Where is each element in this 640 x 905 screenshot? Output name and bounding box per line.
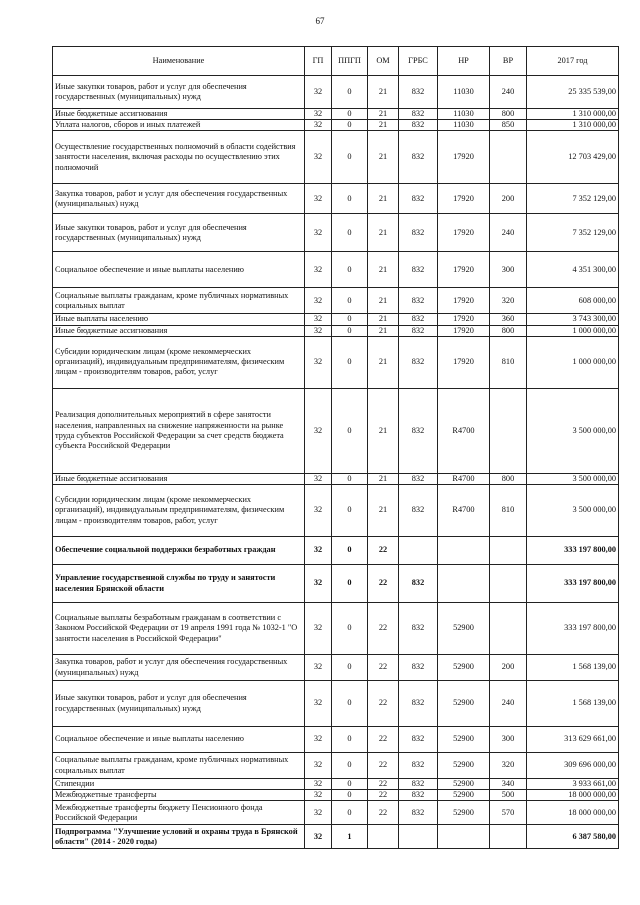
cell-gp: 32 (305, 120, 332, 131)
cell-name: Межбюджетные трансферты бюджету Пенсионного фонда Российской Федерации (53, 801, 305, 825)
table-header-row (53, 47, 619, 76)
cell-grbs (399, 537, 438, 565)
cell-om: 22 (368, 603, 399, 655)
cell-grbs: 832 (399, 214, 438, 252)
cell-amount: 12 703 429,00 (527, 131, 619, 184)
cell-grbs (399, 825, 438, 849)
cell-gp: 32 (305, 727, 332, 753)
cell-ppgp: 0 (332, 109, 368, 120)
cell-amount: 3 500 000,00 (527, 485, 619, 537)
cell-vr: 240 (490, 681, 527, 727)
cell-grbs: 832 (399, 131, 438, 184)
cell-ppgp: 1 (332, 825, 368, 849)
cell-vr: 240 (490, 214, 527, 252)
cell-vr (490, 603, 527, 655)
cell-gp: 32 (305, 681, 332, 727)
cell-grbs: 832 (399, 120, 438, 131)
cell-vr: 240 (490, 76, 527, 109)
cell-amount: 6 387 580,00 (527, 825, 619, 849)
cell-gp: 32 (305, 753, 332, 779)
cell-om: 22 (368, 779, 399, 790)
cell-ppgp: 0 (332, 753, 368, 779)
cell-grbs: 832 (399, 603, 438, 655)
cell-amount: 3 500 000,00 (527, 388, 619, 473)
cell-om: 22 (368, 655, 399, 681)
cell-vr: 800 (490, 109, 527, 120)
table-row (53, 314, 619, 325)
cell-amount: 1 568 139,00 (527, 655, 619, 681)
cell-gp: 32 (305, 825, 332, 849)
cell-nr: 52900 (438, 727, 490, 753)
cell-gp: 32 (305, 537, 332, 565)
cell-name: Уплата налогов, сборов и иных платежей (53, 120, 305, 131)
cell-nr: 52900 (438, 790, 490, 801)
cell-name: Закупка товаров, работ и услуг для обеспечения государственных (муниципальных) нужд (53, 184, 305, 214)
cell-nr: R4700 (438, 485, 490, 537)
cell-vr (490, 388, 527, 473)
column-header-om: ОМ (368, 47, 399, 76)
page-number: 67 (315, 16, 325, 26)
cell-gp: 32 (305, 565, 332, 603)
cell-vr: 200 (490, 184, 527, 214)
cell-name: Социальные выплаты гражданам, кроме публичных нормативных социальных выплат (53, 753, 305, 779)
cell-vr: 810 (490, 336, 527, 388)
cell-name: Стипендии (53, 779, 305, 790)
cell-nr: 17920 (438, 288, 490, 314)
table-row (53, 109, 619, 120)
table-row (53, 336, 619, 388)
cell-vr (490, 565, 527, 603)
cell-gp: 32 (305, 473, 332, 484)
cell-nr: 52900 (438, 779, 490, 790)
cell-nr: 17920 (438, 252, 490, 288)
cell-name: Социальное обеспечение и иные выплаты населению (53, 252, 305, 288)
cell-name: Подпрограмма "Улучшение условий и охраны труда в Брянской области" (2014 - 2020 годы) (53, 825, 305, 849)
cell-ppgp: 0 (332, 727, 368, 753)
column-header-nr: НР (438, 47, 490, 76)
cell-grbs: 832 (399, 753, 438, 779)
cell-ppgp: 0 (332, 336, 368, 388)
cell-name: Закупка товаров, работ и услуг для обеспечения государственных (муниципальных) нужд (53, 655, 305, 681)
cell-om: 21 (368, 325, 399, 336)
table-row (53, 485, 619, 537)
column-header-year-2017: 2017 год (527, 47, 619, 76)
cell-name: Иные закупки товаров, работ и услуг для обеспечения государственных (муниципальных) нужд (53, 214, 305, 252)
cell-nr: 17920 (438, 325, 490, 336)
cell-name: Межбюджетные трансферты (53, 790, 305, 801)
cell-nr: 52900 (438, 801, 490, 825)
cell-vr: 360 (490, 314, 527, 325)
cell-grbs: 832 (399, 252, 438, 288)
cell-nr: 17920 (438, 184, 490, 214)
cell-ppgp: 0 (332, 214, 368, 252)
cell-amount: 25 335 539,00 (527, 76, 619, 109)
cell-ppgp: 0 (332, 565, 368, 603)
cell-gp: 32 (305, 184, 332, 214)
cell-amount: 4 351 300,00 (527, 252, 619, 288)
cell-om: 21 (368, 288, 399, 314)
table-row (53, 473, 619, 484)
cell-gp: 32 (305, 336, 332, 388)
cell-grbs: 832 (399, 779, 438, 790)
cell-amount: 608 000,00 (527, 288, 619, 314)
cell-ppgp: 0 (332, 314, 368, 325)
cell-grbs: 832 (399, 109, 438, 120)
table-row (53, 655, 619, 681)
cell-grbs: 832 (399, 473, 438, 484)
cell-nr: 11030 (438, 120, 490, 131)
cell-amount: 18 000 000,00 (527, 790, 619, 801)
cell-name: Осуществление государственных полномочий в области содействия занятости населения, включая расходы по осуществлению этих полномочий (53, 131, 305, 184)
cell-grbs: 832 (399, 790, 438, 801)
cell-gp: 32 (305, 314, 332, 325)
cell-gp: 32 (305, 214, 332, 252)
cell-om: 21 (368, 120, 399, 131)
cell-ppgp: 0 (332, 790, 368, 801)
table-row (53, 790, 619, 801)
table-row (53, 120, 619, 131)
cell-ppgp: 0 (332, 120, 368, 131)
table-row (53, 214, 619, 252)
cell-om: 22 (368, 801, 399, 825)
cell-grbs: 832 (399, 76, 438, 109)
cell-grbs: 832 (399, 485, 438, 537)
cell-amount: 333 197 800,00 (527, 565, 619, 603)
cell-gp: 32 (305, 76, 332, 109)
cell-ppgp: 0 (332, 131, 368, 184)
cell-grbs: 832 (399, 336, 438, 388)
table-row (53, 325, 619, 336)
cell-grbs: 832 (399, 388, 438, 473)
cell-nr: 17920 (438, 214, 490, 252)
cell-amount: 309 696 000,00 (527, 753, 619, 779)
column-header-vr: ВР (490, 47, 527, 76)
cell-grbs: 832 (399, 681, 438, 727)
cell-grbs: 832 (399, 565, 438, 603)
cell-gp: 32 (305, 603, 332, 655)
cell-vr: 500 (490, 790, 527, 801)
cell-vr (490, 825, 527, 849)
cell-gp: 32 (305, 801, 332, 825)
table-row (53, 801, 619, 825)
cell-om: 21 (368, 336, 399, 388)
cell-om: 22 (368, 727, 399, 753)
cell-nr: 52900 (438, 753, 490, 779)
cell-amount: 7 352 129,00 (527, 214, 619, 252)
cell-amount: 1 310 000,00 (527, 109, 619, 120)
table-row (53, 753, 619, 779)
cell-gp: 32 (305, 252, 332, 288)
cell-amount: 3 743 300,00 (527, 314, 619, 325)
cell-vr (490, 131, 527, 184)
cell-nr: 52900 (438, 603, 490, 655)
cell-amount: 3 933 661,00 (527, 779, 619, 790)
cell-om (368, 825, 399, 849)
column-header-ppgp: ППГП (332, 47, 368, 76)
cell-grbs: 832 (399, 727, 438, 753)
cell-name: Иные бюджетные ассигнования (53, 325, 305, 336)
column-header-gp: ГП (305, 47, 332, 76)
cell-vr: 800 (490, 325, 527, 336)
cell-vr: 200 (490, 655, 527, 681)
cell-name: Обеспечение социальной поддержки безработных граждан (53, 537, 305, 565)
cell-ppgp: 0 (332, 681, 368, 727)
column-header-name: Наименование (53, 47, 305, 76)
cell-amount: 1 310 000,00 (527, 120, 619, 131)
table-row (53, 727, 619, 753)
cell-ppgp: 0 (332, 288, 368, 314)
cell-name: Социальные выплаты гражданам, кроме публичных нормативных социальных выплат (53, 288, 305, 314)
cell-amount: 333 197 800,00 (527, 537, 619, 565)
cell-gp: 32 (305, 779, 332, 790)
cell-om: 21 (368, 252, 399, 288)
cell-name: Социальные выплаты безработным гражданам в соответствии с Законом Российской Федерации от 19 апреля 1991 года № 1032-1 "О занятости населения в Российской Федерации" (53, 603, 305, 655)
cell-amount: 333 197 800,00 (527, 603, 619, 655)
cell-nr: R4700 (438, 473, 490, 484)
cell-amount: 1 000 000,00 (527, 336, 619, 388)
cell-gp: 32 (305, 288, 332, 314)
table-row (53, 131, 619, 184)
table-row (53, 184, 619, 214)
table-row (53, 603, 619, 655)
cell-om: 22 (368, 565, 399, 603)
cell-amount: 3 500 000,00 (527, 473, 619, 484)
cell-ppgp: 0 (332, 537, 368, 565)
cell-om: 21 (368, 314, 399, 325)
cell-vr: 320 (490, 288, 527, 314)
cell-om: 22 (368, 753, 399, 779)
cell-gp: 32 (305, 325, 332, 336)
cell-ppgp: 0 (332, 485, 368, 537)
cell-name: Субсидии юридическим лицам (кроме некоммерческих организаций), индивидуальным предпринимателям, физическим лицам - производителям товаров, работ, услуг (53, 485, 305, 537)
cell-ppgp: 0 (332, 603, 368, 655)
cell-nr: R4700 (438, 388, 490, 473)
cell-gp: 32 (305, 790, 332, 801)
table-row (53, 681, 619, 727)
cell-om: 22 (368, 790, 399, 801)
cell-name: Иные закупки товаров, работ и услуг для обеспечения государственных (муниципальных) нужд (53, 681, 305, 727)
cell-grbs: 832 (399, 314, 438, 325)
cell-vr (490, 537, 527, 565)
table-row (53, 537, 619, 565)
table-row (53, 76, 619, 109)
cell-gp: 32 (305, 131, 332, 184)
cell-grbs: 832 (399, 801, 438, 825)
cell-om: 21 (368, 131, 399, 184)
cell-nr: 52900 (438, 655, 490, 681)
cell-vr: 300 (490, 727, 527, 753)
cell-vr: 850 (490, 120, 527, 131)
cell-ppgp: 0 (332, 76, 368, 109)
cell-nr (438, 565, 490, 603)
cell-om: 21 (368, 214, 399, 252)
cell-nr: 11030 (438, 76, 490, 109)
cell-gp: 32 (305, 655, 332, 681)
cell-name: Социальное обеспечение и иные выплаты населению (53, 727, 305, 753)
table-row (53, 252, 619, 288)
cell-grbs: 832 (399, 288, 438, 314)
cell-ppgp: 0 (332, 388, 368, 473)
cell-nr: 11030 (438, 109, 490, 120)
cell-ppgp: 0 (332, 801, 368, 825)
cell-grbs: 832 (399, 325, 438, 336)
table-row (53, 779, 619, 790)
cell-name: Управление государственной службы по труду и занятости населения Брянской области (53, 565, 305, 603)
cell-gp: 32 (305, 109, 332, 120)
cell-ppgp: 0 (332, 655, 368, 681)
cell-om: 21 (368, 76, 399, 109)
cell-nr: 17920 (438, 131, 490, 184)
cell-gp: 32 (305, 485, 332, 537)
cell-grbs: 832 (399, 184, 438, 214)
cell-ppgp: 0 (332, 779, 368, 790)
table-row (53, 388, 619, 473)
cell-vr: 340 (490, 779, 527, 790)
cell-gp: 32 (305, 388, 332, 473)
budget-table (52, 46, 619, 849)
cell-ppgp: 0 (332, 325, 368, 336)
cell-amount: 1 000 000,00 (527, 325, 619, 336)
cell-nr: 17920 (438, 314, 490, 325)
table-row (53, 288, 619, 314)
cell-om: 21 (368, 473, 399, 484)
cell-ppgp: 0 (332, 473, 368, 484)
cell-om: 22 (368, 537, 399, 565)
cell-nr: 52900 (438, 681, 490, 727)
cell-nr (438, 825, 490, 849)
table-row (53, 825, 619, 849)
cell-name: Субсидии юридическим лицам (кроме некоммерческих организаций), индивидуальным предпринимателям, физическим лицам - производителям товаров, работ, услуг (53, 336, 305, 388)
cell-nr (438, 537, 490, 565)
cell-om: 21 (368, 109, 399, 120)
cell-amount: 1 568 139,00 (527, 681, 619, 727)
column-header-grbs: ГРБС (399, 47, 438, 76)
cell-name: Иные бюджетные ассигнования (53, 473, 305, 484)
cell-name: Иные закупки товаров, работ и услуг для обеспечения государственных (муниципальных) нужд (53, 76, 305, 109)
cell-amount: 7 352 129,00 (527, 184, 619, 214)
cell-name: Реализация дополнительных мероприятий в сфере занятости населения, направленных на снижение напряженности на рынке труда субъектов Российской Федерации за счет средств бюджета субъекта Российской Федерации (53, 388, 305, 473)
cell-grbs: 832 (399, 655, 438, 681)
cell-om: 22 (368, 681, 399, 727)
cell-om: 21 (368, 388, 399, 473)
table-body (53, 76, 619, 849)
cell-amount: 18 000 000,00 (527, 801, 619, 825)
cell-nr: 17920 (438, 336, 490, 388)
cell-vr: 810 (490, 485, 527, 537)
cell-name: Иные выплаты населению (53, 314, 305, 325)
cell-vr: 800 (490, 473, 527, 484)
table-row (53, 565, 619, 603)
cell-name: Иные бюджетные ассигнования (53, 109, 305, 120)
cell-om: 21 (368, 485, 399, 537)
cell-vr: 300 (490, 252, 527, 288)
cell-ppgp: 0 (332, 252, 368, 288)
cell-amount: 313 629 661,00 (527, 727, 619, 753)
cell-ppgp: 0 (332, 184, 368, 214)
cell-vr: 570 (490, 801, 527, 825)
cell-vr: 320 (490, 753, 527, 779)
cell-om: 21 (368, 184, 399, 214)
